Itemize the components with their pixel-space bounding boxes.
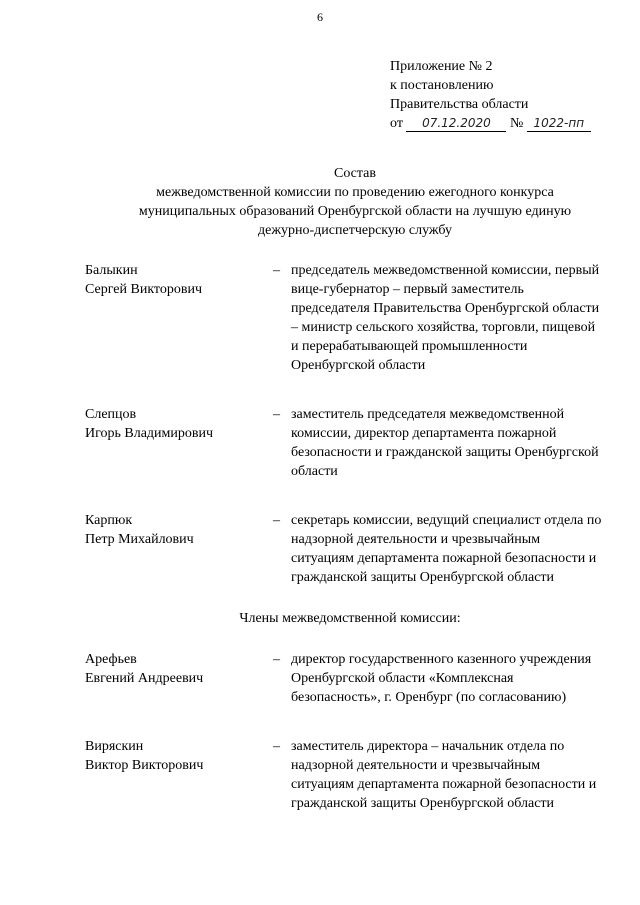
member-name — [85, 261, 260, 299]
dash-separator: – — [273, 263, 280, 278]
member-given-names: Петр Михайлович — [85, 532, 194, 547]
annex-date-line — [390, 114, 591, 133]
member-entry — [85, 261, 615, 375]
dash-separator: – — [273, 652, 280, 667]
dash-separator: – — [273, 739, 280, 754]
member-name — [85, 511, 260, 549]
date-prefix: от — [390, 116, 403, 131]
dash-separator: – — [273, 513, 280, 528]
member-name — [85, 405, 260, 443]
member-surname: Слепцов — [85, 407, 137, 422]
member-given-names: Игорь Владимирович — [85, 426, 214, 441]
member-entry — [85, 737, 615, 813]
document-title — [0, 164, 640, 240]
member-surname: Карпюк — [85, 513, 133, 528]
title-line-1: межведомственной комиссии по проведению ежегодного конкурса — [156, 185, 554, 200]
page-number: 6 — [317, 10, 323, 24]
annex-title: Приложение № 2 — [390, 59, 493, 74]
member-name — [85, 650, 260, 688]
member-surname: Арефьев — [85, 652, 137, 667]
commission-list — [85, 261, 615, 843]
member-given-names: Виктор Викторович — [85, 758, 204, 773]
member-surname: Балыкин — [85, 263, 138, 278]
members-heading: Члены межведомственной комиссии: — [239, 611, 461, 626]
member-role: заместитель директора – начальник отдела по надзорной деятельности и чрезвычайным ситуациям департамента пожарной безопасности и гражданской защиты Оренбургской области — [291, 739, 597, 811]
dash-separator: – — [273, 407, 280, 422]
member-role: директор государственного казенного учреждения Оренбургской области «Комплексная безопасность», г. Оренбург (по согласованию) — [291, 652, 592, 705]
member-entry — [85, 650, 615, 707]
member-role: секретарь комиссии, ведущий специалист отдела по надзорной деятельности и чрезвычайным ситуациям департамента пожарной безопасности и гражданской защиты Оренбургской области — [291, 513, 602, 585]
member-entry — [85, 405, 615, 481]
title-heading: Состав — [333, 166, 376, 181]
member-name — [85, 737, 260, 775]
annex-block — [390, 57, 591, 133]
title-line-2: муниципальных образований Оренбургской области на лучшую единую — [138, 204, 572, 219]
member-role: председатель межведомственной комиссии, первый вице-губернатор – первый заместитель председателя Правительства Оренбургской области – министр сельского хозяйства, торговли, пищевой и перерабатывающей промышленности Оренбургской области — [291, 263, 600, 373]
handwritten-date: 07.12.2020 — [406, 116, 506, 132]
member-entry — [85, 511, 615, 587]
handwritten-number: 1022-пп — [527, 116, 591, 132]
number-prefix: № — [509, 116, 524, 131]
member-surname: Виряскин — [85, 739, 144, 754]
member-role: заместитель председателя межведомственной комиссии, директор департамента пожарной безопасности и гражданской защиты Оренбургской области — [291, 407, 599, 479]
member-given-names: Сергей Викторович — [85, 282, 203, 297]
annex-government-line: Правительства области — [390, 97, 529, 112]
title-line-3: дежурно-диспетчерскую службу — [258, 223, 452, 238]
annex-decree-line: к постановлению — [390, 78, 494, 93]
member-given-names: Евгений Андреевич — [85, 671, 204, 686]
